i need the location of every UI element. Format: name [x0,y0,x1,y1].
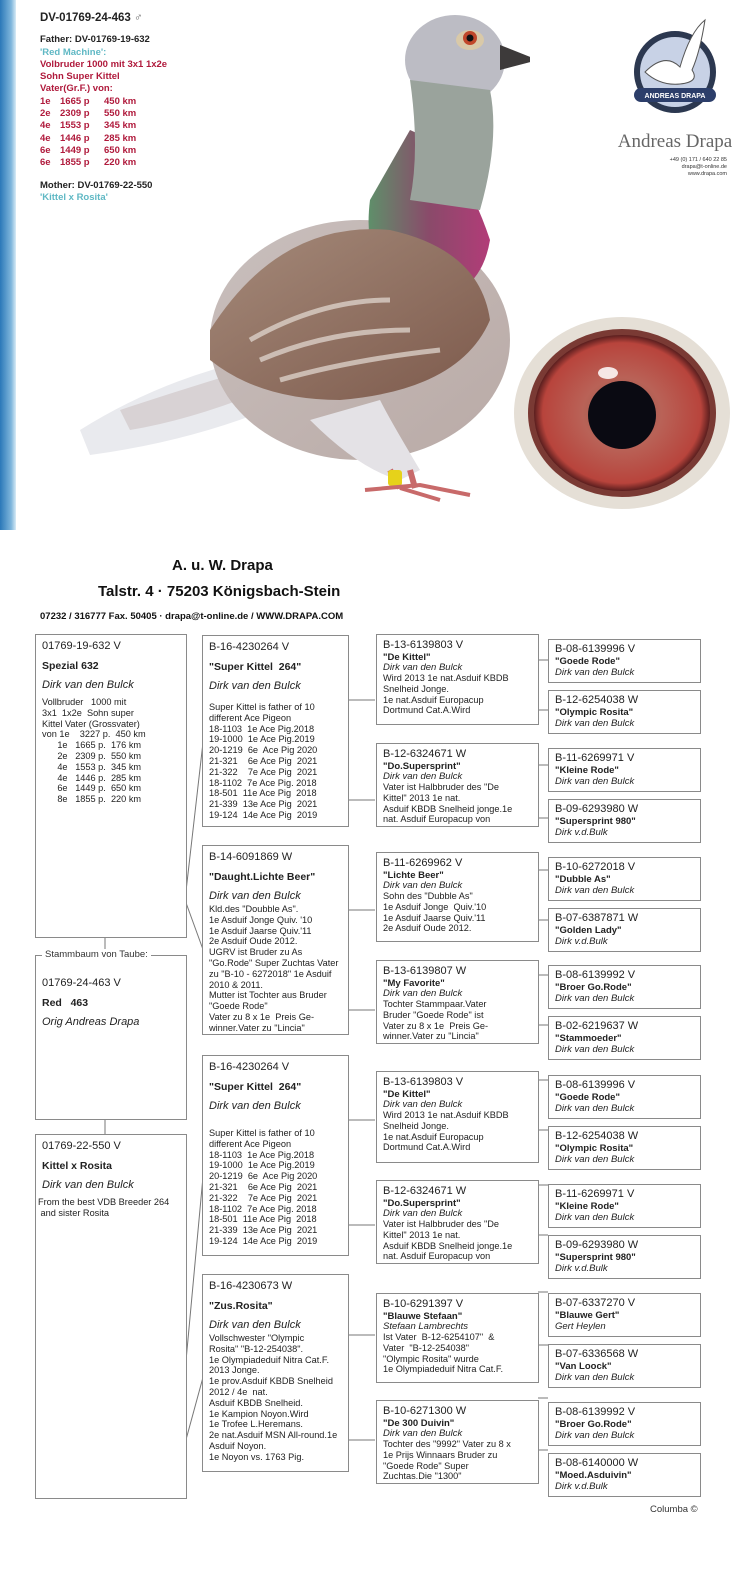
description: Ist Vater B-12-6254107" & Vater "B-12-254038" "Olympic Rosita" wurde 1e Olympiadeduif Nitra Cat.F. [383,1332,503,1375]
description: Super Kittel is father of 10 different Ace Pigeon 18-1103 1e Ace Pig.2018 19-1000 1e Ace Pig.2019 20-1219 6e Ace Pig 2020 21-321 6e Ace Pig 2021 21-322 7e Ace Pig 2021 18-1102 7e Ace Pig. 2018 18-501 11e Ace Pig 2018 21-339 13e Ace Pig 2021 19-124 14e Ace Pig 2019 [209,1128,318,1246]
pigeon-name: "Stammoeder" [555,1033,622,1044]
gen2-card[interactable] [202,1055,349,1256]
mother-name: 'Kittel x Rosita' [40,191,108,203]
breeder: Dirk van den Bulck [209,1319,301,1331]
breeder: Dirk van den Bulck [209,890,301,902]
gen4-card[interactable] [548,799,701,843]
ring-id: B-08-6139992 V [555,1406,636,1418]
breeder: Gert Heylen [555,1321,606,1332]
ring-id: B-13-6139803 V [383,639,464,651]
result-row: 6e 1855 p 220 km [40,157,137,169]
ring-id: B-16-4230264 V [209,641,290,653]
pigeon-name: "Supersprint 980" [555,816,636,827]
ring-id: B-07-6337270 V [555,1297,636,1309]
breeder: Dirk v.d.Bulk [555,1263,608,1274]
gen2-card[interactable] [202,845,349,1035]
breeder: Dirk van den Bulck [383,1208,463,1219]
ring-id: B-07-6387871 W [555,912,639,924]
result-row: 6e 1449 p 650 km [40,144,137,156]
description: Sohn des "Dubble As" 1e Asduif Jonge Quiv.'10 1e Asduif Jaarse Quiv.'11 2e Asduif Oude 2012. [383,891,487,934]
gen4-card[interactable] [548,748,701,792]
pigeon-name: "Supersprint 980" [555,1252,636,1263]
gen4-card[interactable] [548,1184,701,1228]
gen4-card[interactable] [548,857,701,901]
gen4-card[interactable] [548,908,701,952]
owner-address: Talstr. 4 · 75203 Königsbach-Stein [98,583,341,600]
logo-phone: +49 (0) 171 / 640 22 85 [669,157,727,163]
description: Super Kittel is father of 10 different Ace Pigeon 18-1103 1e Ace Pig.2018 19-1000 1e Ace Pig.2019 20-1219 6e Ace Pig 2020 21-321 6e Ace Pig 2021 21-322 7e Ace Pig 2021 18-1102 7e Ace Pig. 2018 18-501 11e Ace Pig 2018 21-339 13e Ace Pig 2021 19-124 14e Ace Pig 2019 [209,702,318,820]
breeder: Dirk van den Bulck [555,993,635,1004]
ring-id: B-09-6293980 W [555,1239,639,1251]
columba-copyright: Columba © [650,1504,698,1515]
ring-id: B-12-6254038 W [555,694,639,706]
pigeon-name: "My Favorite" [383,978,445,989]
ring-id: B-10-6272018 V [555,861,636,873]
description: Tochter des "9992" Vater zu 8 x 1e Prijs Winnaars Bruder zu "Goede Rode" Super Zuchtas.Die "1300" [383,1439,511,1482]
gen4-card[interactable] [548,1016,701,1060]
father-name: 'Red Machine': [40,46,107,58]
pigeon-name: "Broer Go.Rode" [555,1419,632,1430]
breeder: Dirk van den Bulck [555,1372,635,1383]
pigeon-name: "Goede Rode" [555,656,620,667]
logo-web: www.drapa.com [687,171,727,177]
gen4-card[interactable] [548,1344,701,1388]
gen4-card[interactable] [548,1293,701,1337]
ring-id: B-11-6269971 V [555,752,635,764]
pigeon-name: "Do.Supersprint" [383,761,461,772]
ring-id: B-12-6324671 W [383,748,467,760]
ring-id: B-08-6140000 W [555,1457,639,1469]
ring-id: 01769-22-550 V [42,1140,121,1152]
gen3-card[interactable] [376,1071,539,1163]
pigeon-name: "Golden Lady" [555,925,622,936]
result-row: 4e 1446 p 285 km [40,132,137,144]
breeder: Dirk van den Bulck [555,1154,635,1165]
result-row: 2e 2309 p 550 km [40,108,137,120]
ring-id: B-16-4230673 W [209,1280,293,1292]
ring-id: B-07-6336568 W [555,1348,639,1360]
gen3-card[interactable] [376,634,539,725]
description: Vater ist Halbbruder des "De Kittel" 2013 1e nat. Asduif KBDB Snelheid jonge.1e nat. Asduif Europacup von [383,1219,513,1262]
pigeon-name: Red 463 [42,997,89,1009]
father-line: Sohn Super Kittel [40,71,120,83]
description: Wird 2013 1e nat.Asduif KBDB Snelheid Jonge. 1e nat.Asduif Europacup Dortmund Cat.A.Wird [383,673,509,716]
owner-name: A. u. W. Drapa [172,557,273,574]
gen3-card[interactable] [376,1400,539,1484]
pigeon-name: "Blauwe Gert" [555,1310,620,1321]
gen4-card[interactable] [548,690,701,734]
breeder: Dirk v.d.Bulk [555,936,608,947]
breeder: Dirk van den Bulck [555,1103,635,1114]
breeder: Dirk van den Bulck [555,667,635,678]
gen2-card[interactable] [202,635,349,827]
father-line: Vater(Gr.F.) von: [40,83,113,95]
breeder: Dirk v.d.Bulk [555,827,608,838]
pigeon-name: "Do.Supersprint" [383,1198,461,1209]
owner-contact: 07232 / 316777 Fax. 50405 · drapa@t-online.de / WWW.DRAPA.COM [40,611,344,622]
gen4-card[interactable] [548,965,701,1009]
ring-id: B-12-6254038 W [555,1130,639,1142]
breeder: Orig Andreas Drapa [42,1016,140,1028]
breeder: Dirk van den Bulck [383,880,463,891]
breeder: Dirk van den Bulck [383,662,463,673]
ring-id: 01769-19-632 V [42,640,121,652]
breeder: Dirk van den Bulck [555,718,635,729]
pigeon-name: "Broer Go.Rode" [555,982,632,993]
ring-id: B-08-6139996 V [555,1079,636,1091]
breeder: Dirk van den Bulck [209,1100,301,1112]
pigeon-name: "Lichte Beer" [383,870,444,881]
ring-id: B-02-6219637 W [555,1020,639,1032]
breeder: Dirk van den Bulck [383,988,463,999]
gen3-card[interactable] [376,743,539,827]
pigeon-name: "Goede Rode" [555,1092,620,1103]
breeder: Dirk van den Bulck [383,1428,463,1439]
pigeon-name: Spezial 632 [42,660,99,672]
pigeon-name: "Kleine Rode" [555,765,619,776]
ring-id: B-11-6269971 V [555,1188,635,1200]
logo-name: Andreas Drapa [617,131,733,152]
pigeon-name: "De Kittel" [383,1089,431,1100]
breeder: Stefaan Lambrechts [383,1321,469,1332]
father-line: Volbruder 1000 mit 3x1 1x2e [40,58,168,70]
pigeon-name: "Super Kittel 264" [209,1081,302,1093]
pedigree-legend: Stammbaum von Taube: [42,949,151,960]
father-card[interactable] [35,634,187,938]
gen4-card[interactable] [548,1235,701,1279]
breeder: Dirk van den Bulck [555,885,635,896]
breeder: Dirk v.d.Bulk [555,1481,608,1492]
gen3-card[interactable] [376,1293,539,1383]
ring-id: B-10-6271300 W [383,1405,467,1417]
pigeon-name: "Olympic Rosita" [555,1143,634,1154]
gen3-card[interactable] [376,852,539,942]
pigeon-name: "De 300 Duivin" [383,1418,455,1429]
pigeon-name: "Kleine Rode" [555,1201,619,1212]
gen3-card[interactable] [376,1180,539,1264]
logo-badge-text: ANDREAS DRAPA [644,93,706,100]
gen4-card[interactable] [548,639,701,683]
description: Vater ist Halbbruder des "De Kittel" 2013 1e nat. Asduif KBDB Snelheid jonge.1e nat. Asduif Europacup von [383,782,513,825]
description: Vollbruder 1000 mit 3x1 1x2e Sohn super Kittel Vater (Grossvater) von 1e 3227 p. 450 km 1e 1665 p. 176 km 2e 2309 p. 550 km 4e 1553 p. 345 km 4e 1446 p. 285 km 6e 1449 p. 650 km 8e 1855 p. 220 km [42,697,146,805]
mother-label: Mother: DV-01769-22-550 [40,179,153,191]
pigeon-name: "Olympic Rosita" [555,707,634,718]
ring-id: B-08-6139992 V [555,969,636,981]
breeder: Dirk van den Bulck [383,771,463,782]
breeder: Dirk van den Bulck [555,776,635,787]
description: From the best VDB Breeder 264 and sister Rosita [38,1197,170,1218]
gen4-card[interactable] [548,1126,701,1170]
father-label: Father: DV-01769-19-632 [40,34,150,46]
description: Wird 2013 1e nat.Asduif KBDB Snelheid Jonge. 1e nat.Asduif Europacup Dortmund Cat.A.Wird [383,1110,509,1153]
mother-card[interactable] [35,1134,187,1499]
gen2-card[interactable] [202,1274,349,1472]
ring-id: B-08-6139996 V [555,643,636,655]
breeder: Dirk van den Bulck [209,680,301,692]
breeder: Dirk van den Bulck [42,1179,134,1191]
result-row: 4e 1553 p 345 km [40,120,137,132]
gen4-card[interactable] [548,1075,701,1119]
gen3-card[interactable] [376,960,539,1044]
ring-id: B-09-6293980 W [555,803,639,815]
breeder: Dirk van den Bulck [42,679,134,691]
gen4-card[interactable] [548,1453,701,1497]
pigeon-name: "Moed.Asduivin" [555,1470,632,1481]
pigeon-name: "De Kittel" [383,652,431,663]
ring-id: B-11-6269962 V [383,857,463,869]
pigeon-name: "Zus.Rosita" [209,1300,273,1312]
ring-id: B-14-6091869 W [209,851,293,863]
description: Kld.des "Doubble As". 1e Asduif Jonge Quiv. '10 1e Asduif Jaarse Quiv.'11 2e Asduif Oude 2012. UGRV ist Bruder zu As "Go.Rode" Super Zuchtas Vater zu "B-10 - 6272018" 1e Asduif 2010 & 2011. Mutter ist Tochter aus Bruder "Goede Rode" Vater zu 8 x 1e Preis Ge- winner.Vater zu "Lincia" [209,904,339,1033]
ring-id: B-10-6291397 V [383,1298,464,1310]
pigeon-name: "Van Loock" [555,1361,612,1372]
description: Vollschwester "Olympic Rosita" "B-12-254038". 1e Olympiadeduif Nitra Cat.F. 2013 Jonge. 1e prov.Asduif KBDB Snelheid 2012 / 4e nat. Asduif KBDB Snelheid. 1e Kampion Noyon.Wird 1e Trofee L.Heremans. 2e nat.Asduif MSN All-round.1e Asduif Noyon. 1e Noyon vs. 1763 Pig. [209,1333,338,1462]
breeder: Dirk van den Bulck [555,1212,635,1223]
ring-id: B-12-6324671 W [383,1185,467,1197]
subject-card[interactable] [35,955,187,1120]
ring-id: B-13-6139803 V [383,1076,464,1088]
logo-email: drapa@t-online.de [681,164,727,170]
pigeon-name: "Dubble As" [555,874,611,885]
breeder: Dirk van den Bulck [555,1044,635,1055]
male-symbol-icon: ♂ [134,12,143,24]
ring-number: DV-01769-24-463 ♂ [40,12,143,24]
ring-id: B-16-4230264 V [209,1061,290,1073]
ring-id: B-13-6139807 W [383,965,467,977]
pigeon-name: "Blauwe Stefaan" [383,1311,463,1322]
breeder: Dirk van den Bulck [555,1430,635,1441]
breeder: Dirk van den Bulck [383,1099,463,1110]
description: Tochter Stammpaar.Vater Bruder "Goede Rode" ist Vater zu 8 x 1e Preis Ge- winner.Vater zu "Lincia" [383,999,489,1042]
pigeon-name: Kittel x Rosita [42,1160,113,1172]
pigeon-name: "Super Kittel 264" [209,661,302,673]
gen4-card[interactable] [548,1402,701,1446]
pigeon-name: "Daught.Lichte Beer" [209,871,316,883]
result-row: 1e 1665 p 450 km [40,95,137,107]
ring-id: 01769-24-463 V [42,977,121,989]
